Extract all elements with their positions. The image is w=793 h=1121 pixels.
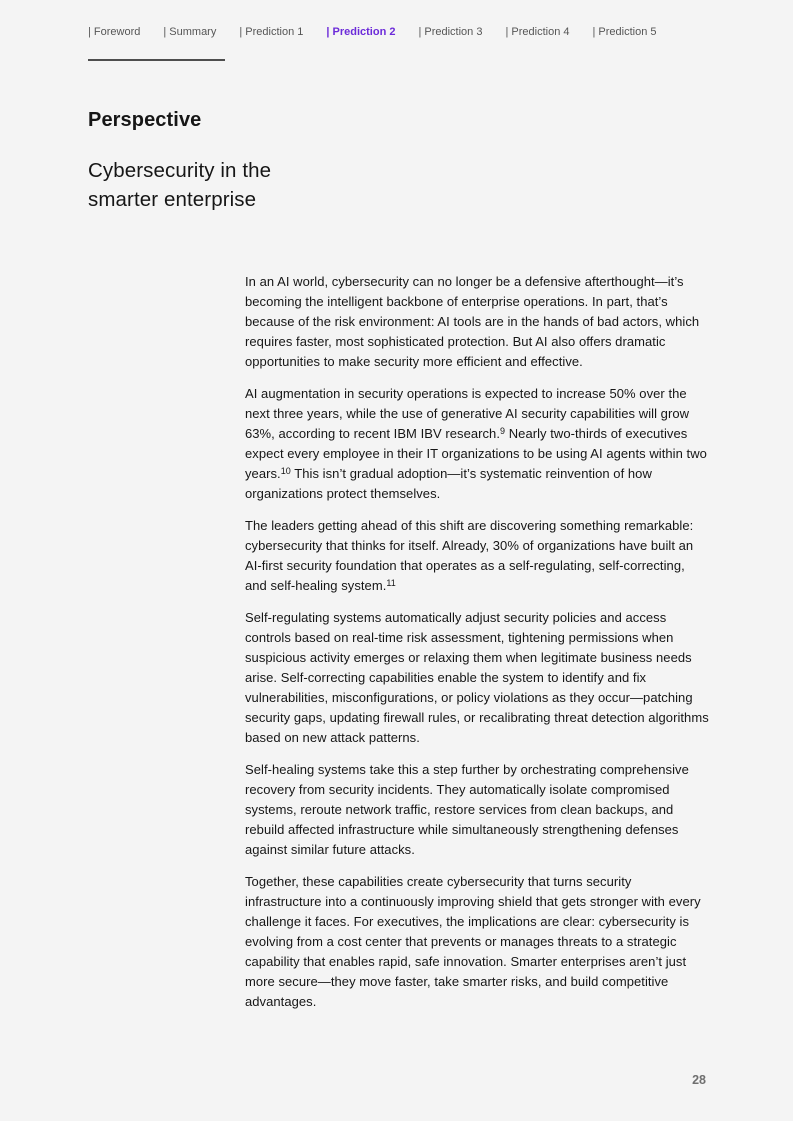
page-title-line-1: Cybersecurity in the [88,159,272,182]
page-title-line-2: smarter enterprise [88,188,257,211]
paragraph: Self-regulating systems automatically adjust security policies and access controls based on real-time risk assessment, tightening permissions when suspicious activity emerges or relaxing them when legitimate business needs arise. Self-correcting capabilities enable the system to identify and fix vulnerabilities, misconfigurations, or policy violations as they occur—patching security gaps, updating firewall rules, or recalibrating threat detection algorithms based on new attack patterns. [245,610,709,745]
nav-item-prediction-1[interactable]: | Prediction 1 [239,26,304,38]
nav-underline-rule [88,59,225,61]
footnote-reference: 11 [386,578,396,588]
article-body [245,272,709,1024]
paragraph: In an AI world, cybersecurity can no longer be a defensive afterthought—it’s becoming the intelligent backbone of enterprise operations. In part, that’s because of the risk environment: AI tools are in the hands of bad actors, which requires faster, most sophisticated protection. But AI also offers dramatic opportunities to make security more efficient and effective. [245,274,700,369]
nav-item-foreword[interactable]: | Foreword [88,26,141,38]
paragraph: The leaders getting ahead of this shift are discovering something remarkable: cybersecurity that thinks for itself. Already, 30% of organizations have built an AI-first security foundation that operates as a self-regulating, self-correcting, and self-healing system.$^{11}$ [245,518,694,593]
paragraph: Together, these capabilities create cybersecurity that turns security infrastructure into a continuously improving shield that gets stronger with every challenge it faces. For executives, the implications are clear: cybersecurity is evolving from a cost center that prevents or manages threats to a strategic capability that enables rapid, safe innovation. Smarter enterprises aren’t just more secure—they move faster, take smarter risks, and build competitive advantages. [245,874,701,1009]
page-title [88,156,271,214]
paragraph: Self-healing systems take this a step further by orchestrating comprehensive recovery from security incidents. They automatically isolate compromised systems, reroute network traffic, restore services from clean backups, and rebuild affected infrastructure while simultaneously strengthening defenses against similar future attacks. [245,762,689,857]
paragraph: AI augmentation in security operations is expected to increase 50% over the next three years, while the use of generative AI security capabilities will grow 63%, according to recent IBM IBV research.$^9$ Nearly two-thirds of executives expect every employee in their IT organizations to be using AI agents within two years.$^{10}$ This isn’t gradual adoption—it’s systematic reinvention of how organizations protect themselves. [245,386,707,501]
nav-item-prediction-5[interactable]: | Prediction 5 [592,26,657,38]
section-label: Perspective [88,109,202,132]
page-number: 28 [692,1073,706,1087]
nav-item-prediction-4[interactable]: | Prediction 4 [505,26,570,38]
nav-item-prediction-3[interactable]: | Prediction 3 [418,26,483,38]
section-navigation [88,25,657,39]
nav-item-prediction-2[interactable]: | Prediction 2 [326,26,396,38]
nav-item-summary[interactable]: | Summary [163,26,217,38]
footnote-reference: 10 [280,466,291,476]
footnote-reference: 9 [500,426,506,436]
